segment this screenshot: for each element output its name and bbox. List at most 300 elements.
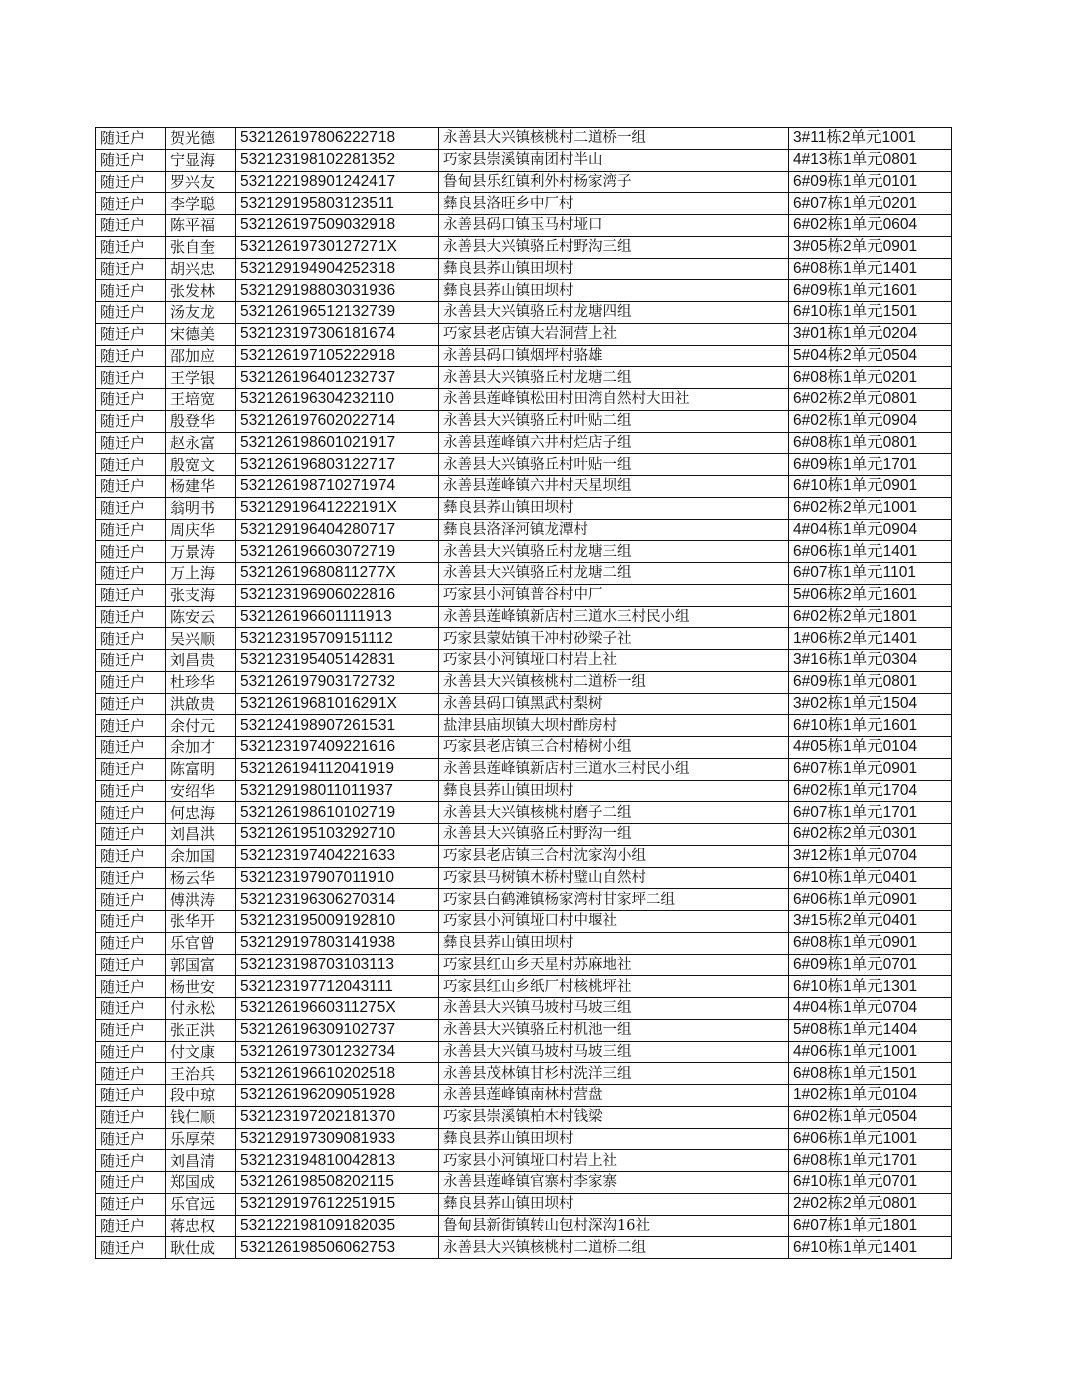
origin-address-cell: 永善县大兴镇骆丘村叶贴二组	[439, 410, 789, 432]
id-number-cell: 532126197806222718	[236, 128, 439, 150]
id-number-cell: 532126196304232110	[236, 389, 439, 411]
assigned-unit-cell: 6#06栋1单元1401	[789, 541, 952, 563]
id-number-cell: 532123197202181370	[236, 1106, 439, 1128]
table-row	[96, 236, 952, 258]
table-row	[96, 345, 952, 367]
table-row	[96, 367, 952, 389]
household-type-cell: 随迁户	[96, 1106, 166, 1128]
id-number-cell: 532126198610102719	[236, 802, 439, 824]
origin-address-cell: 永善县莲峰镇南林村营盘	[439, 1085, 789, 1107]
id-number-cell: 532123195009192810	[236, 911, 439, 933]
resident-name-cell: 胡兴忠	[166, 258, 236, 280]
origin-address-cell: 彝良县荞山镇田坝村	[439, 780, 789, 802]
household-type-cell: 随迁户	[96, 236, 166, 258]
assigned-unit-cell: 6#02栋1单元0604	[789, 215, 952, 237]
table-row	[96, 1193, 952, 1215]
assigned-unit-cell: 4#04栋1单元0704	[789, 998, 952, 1020]
household-type-cell: 随迁户	[96, 976, 166, 998]
resident-name-cell: 王学银	[166, 367, 236, 389]
resident-name-cell: 王培宽	[166, 389, 236, 411]
id-number-cell: 532124198907261531	[236, 715, 439, 737]
origin-address-cell: 巧家县红山乡天星村苏麻地社	[439, 954, 789, 976]
origin-address-cell: 彝良县荞山镇田坝村	[439, 932, 789, 954]
resident-name-cell: 周庆华	[166, 519, 236, 541]
household-type-cell: 随迁户	[96, 867, 166, 889]
table-row	[96, 149, 952, 171]
assigned-unit-cell: 1#02栋1单元0104	[789, 1085, 952, 1107]
resident-name-cell: 刘昌洪	[166, 824, 236, 846]
assigned-unit-cell: 4#04栋1单元0904	[789, 519, 952, 541]
id-number-cell: 53212919641222191X	[236, 497, 439, 519]
household-type-cell: 随迁户	[96, 497, 166, 519]
household-type-cell: 随迁户	[96, 889, 166, 911]
table-row	[96, 323, 952, 345]
assigned-unit-cell: 5#04栋2单元0504	[789, 345, 952, 367]
assigned-unit-cell: 5#06栋2单元1601	[789, 584, 952, 606]
assigned-unit-cell: 3#16栋1单元0304	[789, 650, 952, 672]
origin-address-cell: 永善县莲峰镇新店村三道水三村民小组	[439, 758, 789, 780]
resident-name-cell: 李学聪	[166, 193, 236, 215]
table-row	[96, 737, 952, 759]
id-number-cell: 532129198011011937	[236, 780, 439, 802]
resident-name-cell: 张发林	[166, 280, 236, 302]
origin-address-cell: 巧家县老店镇三合村沈家沟小组	[439, 845, 789, 867]
table-row	[96, 1063, 952, 1085]
origin-address-cell: 巧家县崇溪镇柏木村钱梁	[439, 1106, 789, 1128]
origin-address-cell: 巧家县小河镇垭口村岩上社	[439, 1150, 789, 1172]
resident-name-cell: 余加才	[166, 737, 236, 759]
table-row	[96, 671, 952, 693]
household-type-cell: 随迁户	[96, 780, 166, 802]
table-row	[96, 410, 952, 432]
table-row	[96, 758, 952, 780]
resident-name-cell: 汤友龙	[166, 302, 236, 324]
table-row	[96, 1150, 952, 1172]
table-row	[96, 454, 952, 476]
id-number-cell: 532123198102281352	[236, 149, 439, 171]
table-row	[96, 302, 952, 324]
household-type-cell: 随迁户	[96, 345, 166, 367]
origin-address-cell: 永善县大兴镇骆丘村龙塘二组	[439, 563, 789, 585]
resident-name-cell: 余加国	[166, 845, 236, 867]
household-type-cell: 随迁户	[96, 476, 166, 498]
assigned-unit-cell: 6#08栋1单元1701	[789, 1150, 952, 1172]
household-type-cell: 随迁户	[96, 280, 166, 302]
origin-address-cell: 永善县码口镇玉马村垭口	[439, 215, 789, 237]
household-type-cell: 随迁户	[96, 1215, 166, 1237]
id-number-cell: 532129196404280717	[236, 519, 439, 541]
household-type-cell: 随迁户	[96, 758, 166, 780]
table-row	[96, 1215, 952, 1237]
table-row	[96, 1085, 952, 1107]
table-row	[96, 606, 952, 628]
resident-name-cell: 邵加应	[166, 345, 236, 367]
assigned-unit-cell: 6#07栋1单元1801	[789, 1215, 952, 1237]
resident-name-cell: 蒋忠权	[166, 1215, 236, 1237]
origin-address-cell: 永善县大兴镇核桃村二道桥一组	[439, 671, 789, 693]
table-row	[96, 432, 952, 454]
id-number-cell: 532123198703103113	[236, 954, 439, 976]
table-row	[96, 628, 952, 650]
assigned-unit-cell: 4#05栋1单元0104	[789, 737, 952, 759]
origin-address-cell: 永善县码口镇烟坪村骆雄	[439, 345, 789, 367]
id-number-cell: 532129194904252318	[236, 258, 439, 280]
origin-address-cell: 永善县大兴镇核桃村二道桥一组	[439, 128, 789, 150]
origin-address-cell: 永善县大兴镇核桃村二道桥二组	[439, 1237, 789, 1259]
id-number-cell: 532123197712043111	[236, 976, 439, 998]
household-type-cell: 随迁户	[96, 389, 166, 411]
table-row	[96, 845, 952, 867]
id-number-cell: 532122198109182035	[236, 1215, 439, 1237]
origin-address-cell: 永善县大兴镇骆丘村龙塘四组	[439, 302, 789, 324]
id-number-cell: 53212619680811277X	[236, 563, 439, 585]
resident-name-cell: 王治兵	[166, 1063, 236, 1085]
table-row	[96, 889, 952, 911]
household-type-cell: 随迁户	[96, 193, 166, 215]
assigned-unit-cell: 5#08栋1单元1404	[789, 1019, 952, 1041]
origin-address-cell: 永善县大兴镇骆丘村机池一组	[439, 1019, 789, 1041]
resident-name-cell: 付文康	[166, 1041, 236, 1063]
household-type-cell: 随迁户	[96, 1150, 166, 1172]
origin-address-cell: 永善县茂林镇甘杉村洗洋三组	[439, 1063, 789, 1085]
household-type-cell: 随迁户	[96, 606, 166, 628]
household-type-cell: 随迁户	[96, 1019, 166, 1041]
household-type-cell: 随迁户	[96, 671, 166, 693]
id-number-cell: 532126197509032918	[236, 215, 439, 237]
assigned-unit-cell: 6#07栋1单元0901	[789, 758, 952, 780]
resident-name-cell: 乐厚荣	[166, 1128, 236, 1150]
resident-name-cell: 宁显海	[166, 149, 236, 171]
assigned-unit-cell: 6#07栋1单元1101	[789, 563, 952, 585]
resident-name-cell: 付永松	[166, 998, 236, 1020]
origin-address-cell: 巧家县小河镇垭口村岩上社	[439, 650, 789, 672]
assigned-unit-cell: 6#10栋1单元1501	[789, 302, 952, 324]
assigned-unit-cell: 4#06栋1单元1001	[789, 1041, 952, 1063]
assigned-unit-cell: 6#02栋1单元0504	[789, 1106, 952, 1128]
id-number-cell: 532129198803031936	[236, 280, 439, 302]
resident-name-cell: 翁明书	[166, 497, 236, 519]
assigned-unit-cell: 6#10栋1单元1301	[789, 976, 952, 998]
table-row	[96, 780, 952, 802]
origin-address-cell: 巧家县马树镇木桥村璧山自然村	[439, 867, 789, 889]
id-number-cell: 532123197306181674	[236, 323, 439, 345]
assigned-unit-cell: 3#15栋2单元0401	[789, 911, 952, 933]
resident-name-cell: 陈平福	[166, 215, 236, 237]
origin-address-cell: 巧家县小河镇普谷村中厂	[439, 584, 789, 606]
id-number-cell: 53212619660311275X	[236, 998, 439, 1020]
assigned-unit-cell: 6#02栋2单元0801	[789, 389, 952, 411]
resident-name-cell: 张正洪	[166, 1019, 236, 1041]
id-number-cell: 532126197301232734	[236, 1041, 439, 1063]
resident-name-cell: 余付元	[166, 715, 236, 737]
assigned-unit-cell: 6#06栋1单元1001	[789, 1128, 952, 1150]
assigned-unit-cell: 3#05栋2单元0901	[789, 236, 952, 258]
resident-name-cell: 杜珍华	[166, 671, 236, 693]
resident-name-cell: 郑国成	[166, 1172, 236, 1194]
table-row	[96, 867, 952, 889]
assigned-unit-cell: 6#09栋1单元0101	[789, 171, 952, 193]
table-row	[96, 541, 952, 563]
household-type-cell: 随迁户	[96, 128, 166, 150]
table-row	[96, 563, 952, 585]
assigned-unit-cell: 3#12栋1单元0704	[789, 845, 952, 867]
household-type-cell: 随迁户	[96, 824, 166, 846]
household-type-cell: 随迁户	[96, 1085, 166, 1107]
resident-name-cell: 傅洪涛	[166, 889, 236, 911]
origin-address-cell: 巧家县老店镇三合村椿树小组	[439, 737, 789, 759]
resident-name-cell: 殷宽文	[166, 454, 236, 476]
resident-roster-table	[95, 127, 952, 1259]
origin-address-cell: 巧家县红山乡纸厂村核桃坪社	[439, 976, 789, 998]
origin-address-cell: 巧家县白鹤滩镇杨家湾村甘家坪二组	[439, 889, 789, 911]
resident-name-cell: 万上海	[166, 563, 236, 585]
household-type-cell: 随迁户	[96, 171, 166, 193]
id-number-cell: 532126194112041919	[236, 758, 439, 780]
table-row	[96, 215, 952, 237]
origin-address-cell: 巧家县老店镇大岩洞营上社	[439, 323, 789, 345]
resident-name-cell: 陈安云	[166, 606, 236, 628]
id-number-cell: 532129195803123511	[236, 193, 439, 215]
household-type-cell: 随迁户	[96, 1128, 166, 1150]
assigned-unit-cell: 6#06栋1单元0901	[789, 889, 952, 911]
table-row	[96, 128, 952, 150]
resident-name-cell: 杨云华	[166, 867, 236, 889]
assigned-unit-cell: 6#09栋1单元0801	[789, 671, 952, 693]
table-row	[96, 824, 952, 846]
table-row	[96, 258, 952, 280]
table-row	[96, 476, 952, 498]
id-number-cell: 532129197612251915	[236, 1193, 439, 1215]
origin-address-cell: 彝良县荞山镇田坝村	[439, 497, 789, 519]
table-row	[96, 1128, 952, 1150]
household-type-cell: 随迁户	[96, 432, 166, 454]
assigned-unit-cell: 6#08栋1单元0901	[789, 932, 952, 954]
household-type-cell: 随迁户	[96, 519, 166, 541]
id-number-cell: 532126195103292710	[236, 824, 439, 846]
table-row	[96, 650, 952, 672]
table-row	[96, 171, 952, 193]
origin-address-cell: 永善县莲峰镇松田村田湾自然村大田社	[439, 389, 789, 411]
table-row	[96, 715, 952, 737]
assigned-unit-cell: 6#02栋2单元0301	[789, 824, 952, 846]
household-type-cell: 随迁户	[96, 715, 166, 737]
household-type-cell: 随迁户	[96, 323, 166, 345]
household-type-cell: 随迁户	[96, 541, 166, 563]
origin-address-cell: 彝良县荞山镇田坝村	[439, 258, 789, 280]
origin-address-cell: 巧家县小河镇垭口村中堰社	[439, 911, 789, 933]
table-row	[96, 911, 952, 933]
id-number-cell: 532123195405142831	[236, 650, 439, 672]
origin-address-cell: 永善县大兴镇马坡村马坡三组	[439, 1041, 789, 1063]
assigned-unit-cell: 6#09栋1单元0701	[789, 954, 952, 976]
id-number-cell: 532126197105222918	[236, 345, 439, 367]
table-row	[96, 932, 952, 954]
resident-name-cell: 张支海	[166, 584, 236, 606]
origin-address-cell: 永善县大兴镇骆丘村野沟三组	[439, 236, 789, 258]
table-row	[96, 998, 952, 1020]
assigned-unit-cell: 6#07栋1单元1701	[789, 802, 952, 824]
id-number-cell: 53212619730127271X	[236, 236, 439, 258]
resident-name-cell: 乐官曾	[166, 932, 236, 954]
assigned-unit-cell: 6#02栋1单元0904	[789, 410, 952, 432]
origin-address-cell: 永善县大兴镇骆丘村龙塘三组	[439, 541, 789, 563]
table-row	[96, 1172, 952, 1194]
resident-name-cell: 郭国富	[166, 954, 236, 976]
origin-address-cell: 永善县莲峰镇新店村三道水三村民小组	[439, 606, 789, 628]
resident-name-cell: 杨世安	[166, 976, 236, 998]
id-number-cell: 532123197409221616	[236, 737, 439, 759]
resident-name-cell: 张华开	[166, 911, 236, 933]
resident-name-cell: 吴兴顺	[166, 628, 236, 650]
origin-address-cell: 巧家县崇溪镇南团村半山	[439, 149, 789, 171]
assigned-unit-cell: 4#13栋1单元0801	[789, 149, 952, 171]
resident-name-cell: 刘昌贵	[166, 650, 236, 672]
household-type-cell: 随迁户	[96, 802, 166, 824]
origin-address-cell: 永善县莲峰镇六井村烂店子组	[439, 432, 789, 454]
assigned-unit-cell: 6#10栋1单元0401	[789, 867, 952, 889]
table-row	[96, 1237, 952, 1259]
resident-name-cell: 刘昌清	[166, 1150, 236, 1172]
table-row	[96, 976, 952, 998]
assigned-unit-cell: 3#02栋1单元1504	[789, 693, 952, 715]
origin-address-cell: 彝良县洛泽河镇龙潭村	[439, 519, 789, 541]
origin-address-cell: 彝良县荞山镇田坝村	[439, 280, 789, 302]
household-type-cell: 随迁户	[96, 563, 166, 585]
id-number-cell: 532123196906022816	[236, 584, 439, 606]
household-type-cell: 随迁户	[96, 628, 166, 650]
table-row	[96, 193, 952, 215]
id-number-cell: 532126198506062753	[236, 1237, 439, 1259]
resident-name-cell: 安绍华	[166, 780, 236, 802]
origin-address-cell: 永善县大兴镇骆丘村叶贴一组	[439, 454, 789, 476]
resident-name-cell: 乐官远	[166, 1193, 236, 1215]
resident-name-cell: 万景涛	[166, 541, 236, 563]
assigned-unit-cell: 6#02栋1单元1704	[789, 780, 952, 802]
assigned-unit-cell: 6#08栋1单元0801	[789, 432, 952, 454]
assigned-unit-cell: 3#01栋1单元0204	[789, 323, 952, 345]
id-number-cell: 532122198901242417	[236, 171, 439, 193]
origin-address-cell: 永善县大兴镇骆丘村龙塘二组	[439, 367, 789, 389]
assigned-unit-cell: 1#06栋2单元1401	[789, 628, 952, 650]
table-row	[96, 519, 952, 541]
household-type-cell: 随迁户	[96, 215, 166, 237]
household-type-cell: 随迁户	[96, 454, 166, 476]
id-number-cell: 532126196512132739	[236, 302, 439, 324]
household-type-cell: 随迁户	[96, 693, 166, 715]
resident-name-cell: 罗兴友	[166, 171, 236, 193]
table-row	[96, 1106, 952, 1128]
id-number-cell: 532129197309081933	[236, 1128, 439, 1150]
household-type-cell: 随迁户	[96, 1193, 166, 1215]
origin-address-cell: 鲁甸县乐红镇利外村杨家湾子	[439, 171, 789, 193]
household-type-cell: 随迁户	[96, 258, 166, 280]
id-number-cell: 532129197803141938	[236, 932, 439, 954]
id-number-cell: 532123197404221633	[236, 845, 439, 867]
id-number-cell: 532123194810042813	[236, 1150, 439, 1172]
household-type-cell: 随迁户	[96, 1063, 166, 1085]
assigned-unit-cell: 6#07栋1单元0201	[789, 193, 952, 215]
id-number-cell: 532126196601111913	[236, 606, 439, 628]
origin-address-cell: 巧家县蒙姑镇干冲村砂梁子社	[439, 628, 789, 650]
household-type-cell: 随迁户	[96, 149, 166, 171]
origin-address-cell: 彝良县荞山镇田坝村	[439, 1193, 789, 1215]
resident-name-cell: 赵永富	[166, 432, 236, 454]
origin-address-cell: 永善县大兴镇核桃村磨子二组	[439, 802, 789, 824]
id-number-cell: 532126198710271974	[236, 476, 439, 498]
assigned-unit-cell: 3#11栋2单元1001	[789, 128, 952, 150]
resident-name-cell: 钱仁顺	[166, 1106, 236, 1128]
household-type-cell: 随迁户	[96, 1041, 166, 1063]
origin-address-cell: 鲁甸县新街镇转山包村深沟16社	[439, 1215, 789, 1237]
household-type-cell: 随迁户	[96, 650, 166, 672]
assigned-unit-cell: 6#10栋1单元0901	[789, 476, 952, 498]
id-number-cell: 532126196309102737	[236, 1019, 439, 1041]
id-number-cell: 532126196603072719	[236, 541, 439, 563]
origin-address-cell: 永善县码口镇黑武村梨树	[439, 693, 789, 715]
household-type-cell: 随迁户	[96, 410, 166, 432]
origin-address-cell: 永善县莲峰镇官寨村李家寨	[439, 1172, 789, 1194]
table-row	[96, 802, 952, 824]
household-type-cell: 随迁户	[96, 932, 166, 954]
id-number-cell: 532123195709151112	[236, 628, 439, 650]
table-row	[96, 497, 952, 519]
assigned-unit-cell: 6#09栋1单元1701	[789, 454, 952, 476]
household-type-cell: 随迁户	[96, 1172, 166, 1194]
resident-name-cell: 洪啟贵	[166, 693, 236, 715]
origin-address-cell: 永善县大兴镇马坡村马坡三组	[439, 998, 789, 1020]
household-type-cell: 随迁户	[96, 845, 166, 867]
table-row	[96, 389, 952, 411]
resident-name-cell: 张自奎	[166, 236, 236, 258]
id-number-cell: 532126197903172732	[236, 671, 439, 693]
household-type-cell: 随迁户	[96, 911, 166, 933]
resident-name-cell: 何忠海	[166, 802, 236, 824]
id-number-cell: 532126197602022714	[236, 410, 439, 432]
assigned-unit-cell: 6#02栋2单元1801	[789, 606, 952, 628]
table-row	[96, 1041, 952, 1063]
id-number-cell: 532123197907011910	[236, 867, 439, 889]
id-number-cell: 532126196209051928	[236, 1085, 439, 1107]
household-type-cell: 随迁户	[96, 302, 166, 324]
id-number-cell: 532126198508202115	[236, 1172, 439, 1194]
origin-address-cell: 永善县莲峰镇六井村天星坝组	[439, 476, 789, 498]
resident-name-cell: 杨建华	[166, 476, 236, 498]
id-number-cell: 532126196803122717	[236, 454, 439, 476]
resident-name-cell: 段中琼	[166, 1085, 236, 1107]
assigned-unit-cell: 6#08栋1单元1501	[789, 1063, 952, 1085]
assigned-unit-cell: 2#02栋2单元0801	[789, 1193, 952, 1215]
origin-address-cell: 彝良县洛旺乡中厂村	[439, 193, 789, 215]
id-number-cell: 532126198601021917	[236, 432, 439, 454]
resident-name-cell: 贺光德	[166, 128, 236, 150]
resident-name-cell: 陈富明	[166, 758, 236, 780]
resident-name-cell: 耿仕成	[166, 1237, 236, 1259]
id-number-cell: 532123196306270314	[236, 889, 439, 911]
roster-body	[96, 128, 952, 1259]
assigned-unit-cell: 6#02栋2单元1001	[789, 497, 952, 519]
origin-address-cell: 彝良县荞山镇田坝村	[439, 1128, 789, 1150]
assigned-unit-cell: 6#08栋1单元0201	[789, 367, 952, 389]
table-row	[96, 280, 952, 302]
assigned-unit-cell: 6#10栋1单元1401	[789, 1237, 952, 1259]
household-type-cell: 随迁户	[96, 737, 166, 759]
origin-address-cell: 永善县大兴镇骆丘村野沟一组	[439, 824, 789, 846]
id-number-cell: 532126196401232737	[236, 367, 439, 389]
household-type-cell: 随迁户	[96, 367, 166, 389]
assigned-unit-cell: 6#10栋1单元0701	[789, 1172, 952, 1194]
assigned-unit-cell: 6#08栋1单元1401	[789, 258, 952, 280]
table-row	[96, 693, 952, 715]
